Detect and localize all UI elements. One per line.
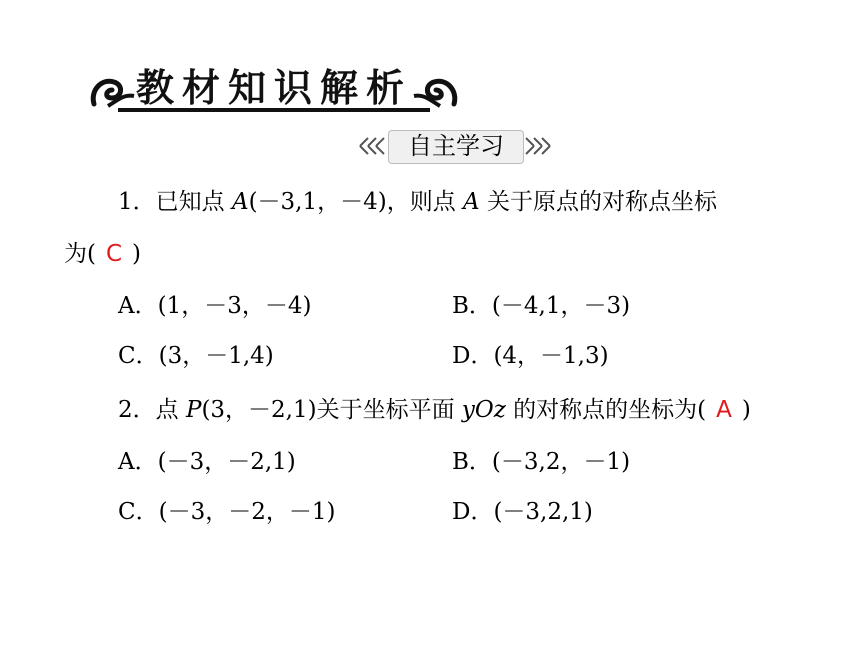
option-c: C．(3，－1,4) xyxy=(118,343,274,369)
point-label: A xyxy=(231,189,249,215)
question-text: 点 xyxy=(155,397,186,423)
option-b: B．(－3,2，－1) xyxy=(452,449,631,475)
option-c: C．(－3，－2，－1) xyxy=(118,499,336,525)
banner-title: 教材知识解析 xyxy=(135,66,412,110)
section-tag-label: 自主学习 xyxy=(408,132,504,160)
question-number: 1． xyxy=(118,189,156,215)
plane-label: yOz xyxy=(461,397,506,423)
question-text: 的对称点的坐标为( xyxy=(505,397,707,423)
option-a: A．(－3，－2,1) xyxy=(118,449,296,475)
section-banner xyxy=(88,60,460,126)
question-text: 为( xyxy=(64,241,96,267)
option-d: D．(4，－1,3) xyxy=(452,343,609,369)
question-text: 关于原点的对称点坐标 xyxy=(479,189,717,215)
question-text: 已知点 xyxy=(155,189,232,215)
answer-mark: C xyxy=(105,241,123,267)
point-label: A xyxy=(463,189,480,215)
question-text: ) xyxy=(741,397,751,423)
question-2-line-1 xyxy=(118,394,751,426)
option-d: D．(－3,2,1) xyxy=(452,499,593,525)
question-number: 2． xyxy=(118,397,156,423)
question-text: (－3,1，－4)，则点 xyxy=(248,189,464,215)
question-text: ) xyxy=(132,241,142,267)
question-1-line-1 xyxy=(118,186,717,218)
question-text: (3，－2,1)关于坐标平面 xyxy=(201,397,462,423)
option-a: A．(1，－3，－4) xyxy=(118,293,312,319)
question-1-line-2 xyxy=(64,238,141,270)
answer-mark: A xyxy=(716,397,732,423)
point-label: P xyxy=(185,397,202,423)
section-tag xyxy=(350,124,560,168)
option-b: B．(－4,1，－3) xyxy=(452,293,631,319)
